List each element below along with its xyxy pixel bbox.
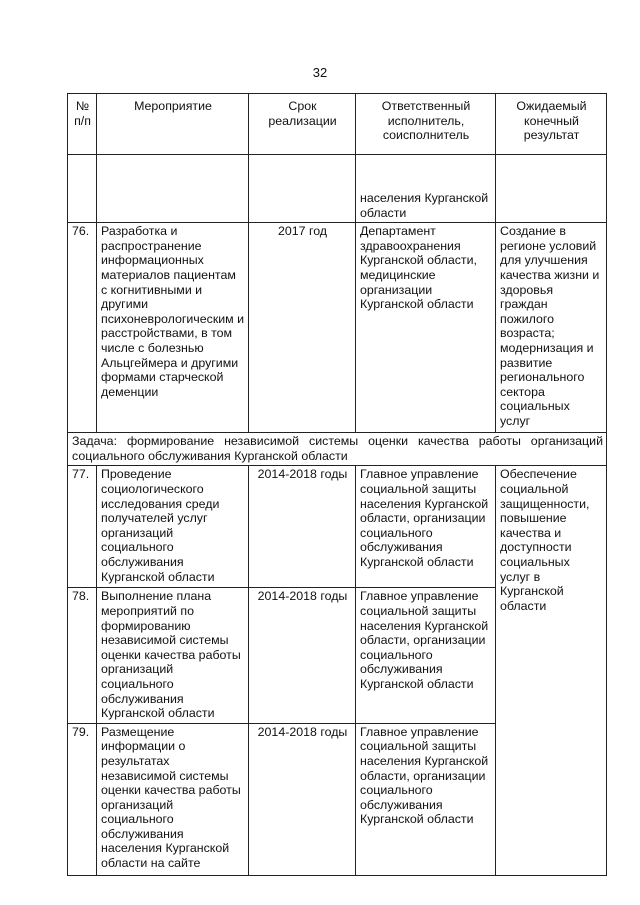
cell-num: 79. xyxy=(68,723,97,875)
header-term: Срок реализации xyxy=(249,94,356,155)
cell-term: 2017 год xyxy=(249,223,356,433)
cell-num xyxy=(68,155,97,223)
cell-term: 2014-2018 годы xyxy=(249,588,356,723)
cell-shared-result: Обеспечение социальной защищенности, повышение качества и доступности социальных услуг в Курганской области xyxy=(496,466,607,875)
cell-event xyxy=(97,155,249,223)
cell-num: 78. xyxy=(68,588,97,723)
table-row xyxy=(68,223,607,433)
cell-executor: Департамент здравоохранения Курганской области, медицинские организации Курганской области xyxy=(356,223,496,433)
cell-result: Создание в регионе условий для улучшения качества жизни и здоровья граждан пожилого возраста; модернизация и развитие регионального сектора социальных услуг xyxy=(496,223,607,433)
cell-event: Разработка и распространение информационных материалов пациентам с когнитивными и другими психоневрологическим и расстройствами, в том числе с болезнью Альцгеймера и другими формами старческой деменции xyxy=(97,223,249,433)
cell-event: Выполнение плана мероприятий по формированию независимой системы оценки качества работы организаций социального обслуживания Курганской области xyxy=(97,588,249,723)
cell-event: Размещение информации о результатах независимой системы оценки качества работы организаций социального обслуживания населения Курганской области на сайте xyxy=(97,723,249,875)
table-row xyxy=(68,466,607,588)
table-header-row xyxy=(68,94,607,155)
measures-table xyxy=(67,93,607,876)
cell-executor: Главное управление социальной защиты населения Курганской области, организации социального обслуживания Курганской области xyxy=(356,466,496,588)
cell-result xyxy=(496,155,607,223)
cell-event: Проведение социологического исследования среди получателей услуг организаций социального обслуживания Курганской области xyxy=(97,466,249,588)
cell-executor: Главное управление социальной защиты населения Курганской области, организации социального обслуживания Курганской области xyxy=(356,723,496,875)
cell-term xyxy=(249,155,356,223)
header-result: Ожидаемый конечный результат xyxy=(496,94,607,155)
header-num: № п/п xyxy=(68,94,97,155)
cell-executor: населения Курганской области xyxy=(356,155,496,223)
cell-term: 2014-2018 годы xyxy=(249,723,356,875)
cell-term: 2014-2018 годы xyxy=(249,466,356,588)
cell-num: 77. xyxy=(68,466,97,588)
page-number: 32 xyxy=(312,65,328,80)
task-heading: Задача: формирование независимой системы оценки качества работы организаций социального обслуживания Курганской области xyxy=(68,433,607,466)
header-executor: Ответственный исполнитель, соисполнитель xyxy=(356,94,496,155)
table-row xyxy=(68,155,607,223)
cell-executor: Главное управление социальной защиты населения Курганской области, организации социального обслуживания Курганской области xyxy=(356,588,496,723)
task-row xyxy=(68,433,607,466)
cell-num: 76. xyxy=(68,223,97,433)
header-event: Мероприятие xyxy=(97,94,249,155)
